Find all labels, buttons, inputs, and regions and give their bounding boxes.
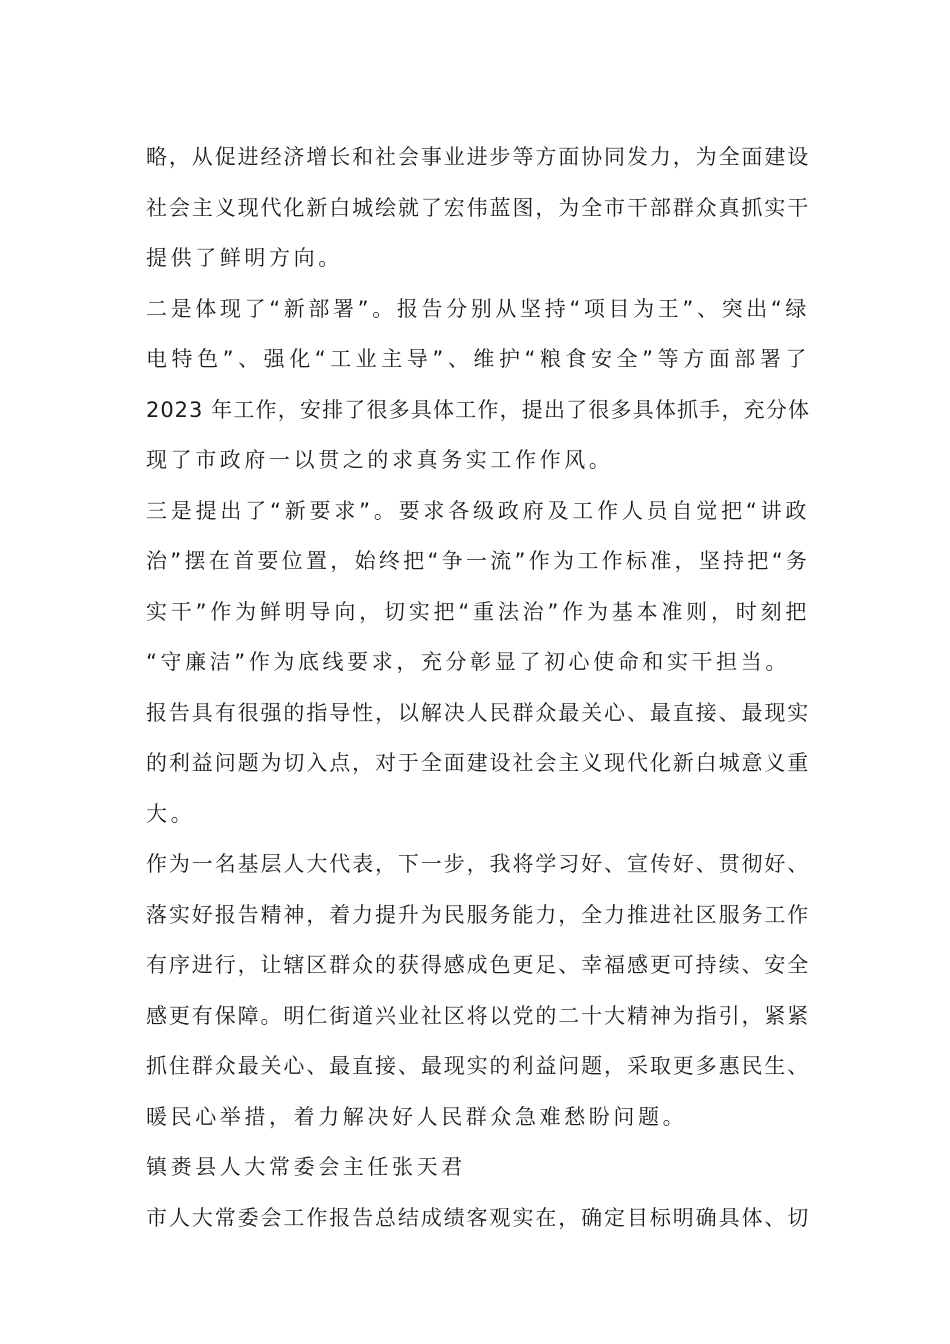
paragraph-speaker-statement bbox=[146, 1193, 810, 1244]
text-line: 三是提出了“新要求”。要求各级政府及工作人员自觉把“讲政 bbox=[146, 498, 810, 523]
text-line: 2023 年工作，安排了很多具体工作，提出了很多具体抓手，充分体 bbox=[146, 397, 810, 422]
text-line: 大。 bbox=[146, 801, 196, 826]
text-line: 电特色”、强化“工业主导”、维护“粮食安全”等方面部署了 bbox=[146, 347, 810, 371]
text-line: 提供了鲜明方向。 bbox=[146, 246, 343, 270]
text-line: “守廉洁”作为底线要求，充分彰显了初心使命和实干担当。 bbox=[146, 650, 790, 674]
document-page bbox=[146, 132, 810, 1243]
speaker-heading bbox=[146, 1142, 810, 1193]
text-line: 社会主义现代化新白城绘就了宏伟蓝图，为全市干部群众真抓实干 bbox=[146, 195, 810, 220]
paragraph-new-requirements bbox=[146, 486, 810, 688]
text-line: 报告具有很强的指导性，以解决人民群众最关心、最直接、最现实 bbox=[146, 700, 810, 725]
paragraph-next-steps bbox=[146, 839, 810, 1142]
text-line: 抓住群众最关心、最直接、最现实的利益问题，采取更多惠民生、 bbox=[146, 1054, 810, 1078]
paragraph-new-deployment bbox=[146, 284, 810, 486]
text-line: 有序进行，让辖区群众的获得感成色更足、幸福感更可持续、安全 bbox=[146, 953, 810, 977]
text-line: 市人大常委会工作报告总结成绩客观实在，确定目标明确具体、切 bbox=[146, 1205, 810, 1230]
text-line: 镇赉县人大常委会主任张天君 bbox=[146, 1155, 466, 1179]
text-line: 暖民心举措，着力解决好人民群众急难愁盼问题。 bbox=[146, 1104, 688, 1129]
paragraph-intro-continuation bbox=[146, 132, 810, 284]
text-line: 感更有保障。明仁街道兴业社区将以党的二十大精神为指引，紧紧 bbox=[146, 1003, 810, 1028]
text-line: 治”摆在首要位置，始终把“争一流”作为工作标准，坚持把“务 bbox=[146, 549, 810, 573]
text-line: 的利益问题为切入点，对于全面建设社会主义现代化新白城意义重 bbox=[146, 751, 810, 775]
text-line: 现了市政府一以贯之的求真务实工作作风。 bbox=[146, 448, 614, 472]
text-line: 落实好报告精神，着力提升为民服务能力，全力推进社区服务工作 bbox=[146, 902, 810, 927]
text-line: 二是体现了“新部署”。报告分别从坚持“项目为王”、突出“绿 bbox=[146, 296, 810, 321]
text-line: 实干”作为鲜明导向，切实把“重法治”作为基本准则，时刻把 bbox=[146, 599, 810, 624]
text-line: 作为一名基层人大代表，下一步，我将学习好、宣传好、贯彻好、 bbox=[146, 852, 810, 876]
text-line: 略，从促进经济增长和社会事业进步等方面协同发力，为全面建设 bbox=[146, 145, 810, 169]
paragraph-guidance bbox=[146, 688, 810, 840]
